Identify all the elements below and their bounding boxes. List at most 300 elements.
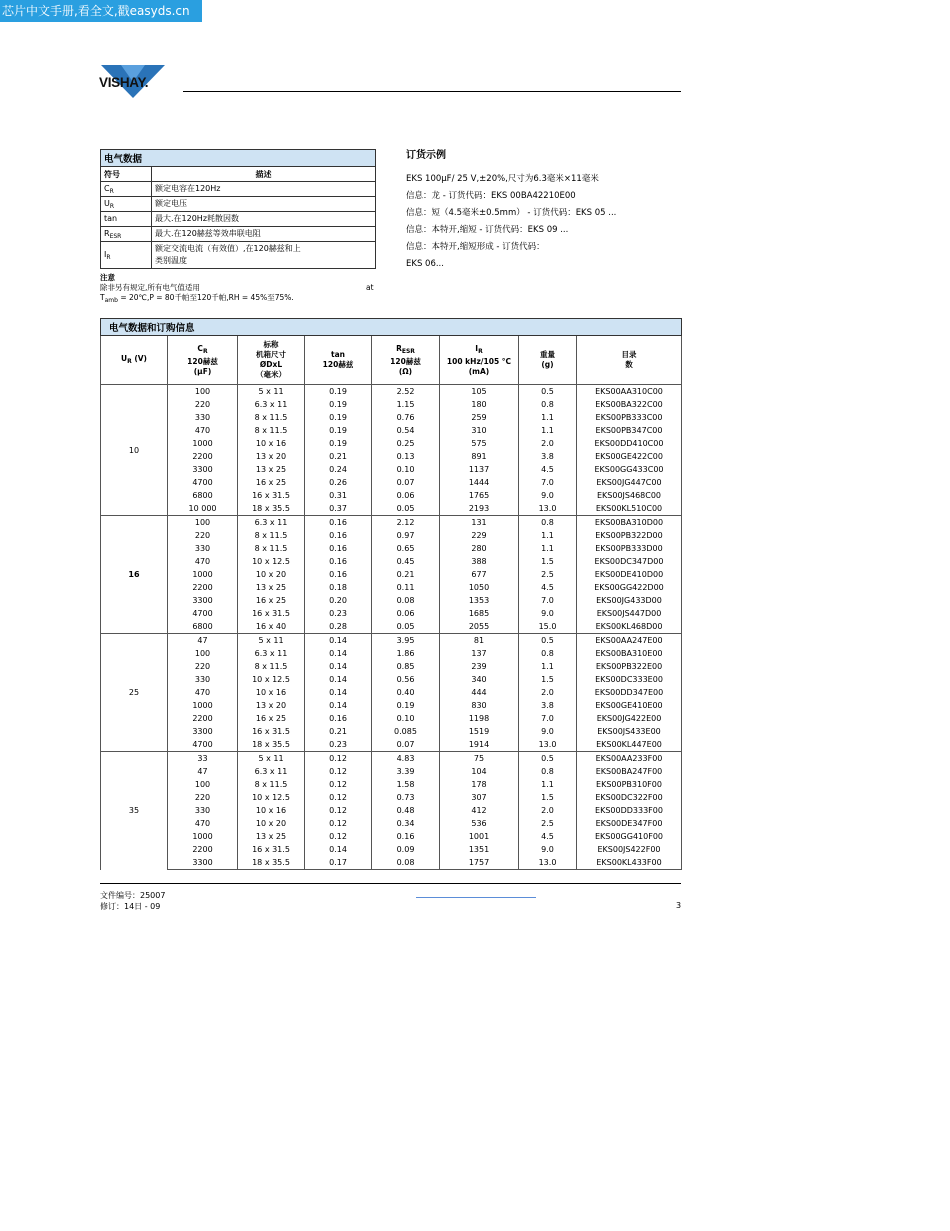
spec-description: 额定电容在120Hz xyxy=(152,182,376,197)
voltage-group-cell: 16 xyxy=(101,516,168,634)
catalog-number-cell: EKS00JS422F00 xyxy=(577,843,682,856)
table-row xyxy=(101,581,682,594)
catalog-number-cell: EKS00AA310C00 xyxy=(577,385,682,399)
cr-cell: 330 xyxy=(168,804,238,817)
ir-cell: 131 xyxy=(440,516,519,530)
weight-cell: 2.0 xyxy=(519,686,577,699)
tan-cell: 0.14 xyxy=(305,660,372,673)
cr-cell: 100 xyxy=(168,647,238,660)
cr-cell: 470 xyxy=(168,817,238,830)
catalog-number-cell: EKS00BA247F00 xyxy=(577,765,682,778)
ir-cell: 536 xyxy=(440,817,519,830)
ir-cell: 229 xyxy=(440,529,519,542)
esr-cell: 1.58 xyxy=(372,778,440,791)
esr-cell: 0.085 xyxy=(372,725,440,738)
case-size-cell: 16 x 40 xyxy=(238,620,305,634)
esr-cell: 0.65 xyxy=(372,542,440,555)
weight-cell: 2.5 xyxy=(519,568,577,581)
tan-cell: 0.19 xyxy=(305,398,372,411)
catalog-number-cell: EKS00PB347C00 xyxy=(577,424,682,437)
ir-cell: 1050 xyxy=(440,581,519,594)
tan-cell: 0.16 xyxy=(305,529,372,542)
case-size-cell: 6.3 x 11 xyxy=(238,765,305,778)
table-row xyxy=(101,594,682,607)
spec-table-title: 电气数据 xyxy=(101,150,376,167)
case-size-cell: 13 x 25 xyxy=(238,830,305,843)
esr-cell: 2.52 xyxy=(372,385,440,399)
tan-cell: 0.19 xyxy=(305,424,372,437)
table-row xyxy=(101,778,682,791)
ir-cell: 307 xyxy=(440,791,519,804)
esr-cell: 0.54 xyxy=(372,424,440,437)
catalog-number-cell: EKS00PB322E00 xyxy=(577,660,682,673)
weight-cell: 0.5 xyxy=(519,752,577,766)
footer xyxy=(100,890,165,912)
weight-cell: 7.0 xyxy=(519,476,577,489)
tan-cell: 0.12 xyxy=(305,752,372,766)
tan-cell: 0.16 xyxy=(305,712,372,725)
case-size-cell: 16 x 25 xyxy=(238,594,305,607)
esr-cell: 0.10 xyxy=(372,712,440,725)
tan-cell: 0.12 xyxy=(305,830,372,843)
weight-cell: 1.5 xyxy=(519,791,577,804)
ir-cell: 1351 xyxy=(440,843,519,856)
cr-cell: 2200 xyxy=(168,843,238,856)
tan-cell: 0.26 xyxy=(305,476,372,489)
case-size-cell: 10 x 20 xyxy=(238,817,305,830)
esr-cell: 0.34 xyxy=(372,817,440,830)
case-size-cell: 10 x 20 xyxy=(238,568,305,581)
esr-cell: 0.05 xyxy=(372,620,440,634)
esr-cell: 0.13 xyxy=(372,450,440,463)
cr-cell: 470 xyxy=(168,424,238,437)
esr-cell: 0.45 xyxy=(372,555,440,568)
tan-cell: 0.16 xyxy=(305,516,372,530)
case-size-cell: 8 x 11.5 xyxy=(238,778,305,791)
catalog-number-cell: EKS00BA322C00 xyxy=(577,398,682,411)
col-ir: $I_R$ 100 kHz/105 °C (mA) xyxy=(440,336,519,385)
case-size-cell: 6.3 x 11 xyxy=(238,398,305,411)
ir-cell: 1137 xyxy=(440,463,519,476)
table-row xyxy=(101,385,682,399)
table-row xyxy=(101,516,682,530)
cr-cell: 1000 xyxy=(168,437,238,450)
ir-cell: 310 xyxy=(440,424,519,437)
ir-cell: 830 xyxy=(440,699,519,712)
tan-cell: 0.23 xyxy=(305,738,372,752)
esr-cell: 0.40 xyxy=(372,686,440,699)
ir-cell: 104 xyxy=(440,765,519,778)
tan-cell: 0.14 xyxy=(305,843,372,856)
cr-cell: 1000 xyxy=(168,568,238,581)
cr-cell: 4700 xyxy=(168,607,238,620)
catalog-number-cell: EKS00DD410C00 xyxy=(577,437,682,450)
weight-cell: 13.0 xyxy=(519,738,577,752)
order-example xyxy=(406,146,686,275)
tan-cell: 0.37 xyxy=(305,502,372,516)
weight-cell: 1.1 xyxy=(519,411,577,424)
table-row xyxy=(101,607,682,620)
esr-cell: 0.08 xyxy=(372,594,440,607)
catalog-number-cell: EKS00PB333C00 xyxy=(577,411,682,424)
order-example-line: 信息：短（4.5毫米±0.5mm） - 订货代码：EKS 05 ... xyxy=(406,208,617,218)
catalog-number-cell: EKS00BA310E00 xyxy=(577,647,682,660)
spec-symbol: $I_R$ xyxy=(101,242,152,269)
case-size-cell: 10 x 12.5 xyxy=(238,673,305,686)
col-catalog-number: 目录 数 xyxy=(577,336,682,385)
tan-cell: 0.16 xyxy=(305,568,372,581)
esr-cell: 0.07 xyxy=(372,738,440,752)
case-size-cell: 8 x 11.5 xyxy=(238,424,305,437)
tan-cell: 0.23 xyxy=(305,607,372,620)
weight-cell: 9.0 xyxy=(519,725,577,738)
table-row xyxy=(101,699,682,712)
catalog-number-cell: EKS00KL433F00 xyxy=(577,856,682,870)
ir-cell: 1519 xyxy=(440,725,519,738)
table-row xyxy=(101,450,682,463)
table-row xyxy=(101,542,682,555)
catalog-number-cell: EKS00JS433E00 xyxy=(577,725,682,738)
case-size-cell: 13 x 25 xyxy=(238,581,305,594)
catalog-number-cell: EKS00GE410E00 xyxy=(577,699,682,712)
table-row xyxy=(101,804,682,817)
cr-cell: 6800 xyxy=(168,489,238,502)
case-size-cell: 5 x 11 xyxy=(238,385,305,399)
catalog-number-cell: EKS00PB322D00 xyxy=(577,529,682,542)
table-row xyxy=(101,765,682,778)
weight-cell: 9.0 xyxy=(519,843,577,856)
table-row xyxy=(101,568,682,581)
tan-cell: 0.14 xyxy=(305,699,372,712)
table-row xyxy=(101,529,682,542)
weight-cell: 13.0 xyxy=(519,856,577,870)
ir-cell: 259 xyxy=(440,411,519,424)
spec-description: 最大.在120Hz耗散因数 xyxy=(152,212,376,227)
esr-cell: 0.85 xyxy=(372,660,440,673)
tan-cell: 0.14 xyxy=(305,647,372,660)
notes-at: at xyxy=(366,283,374,292)
esr-cell: 0.97 xyxy=(372,529,440,542)
tan-cell: 0.28 xyxy=(305,620,372,634)
ir-cell: 180 xyxy=(440,398,519,411)
spec-description: 最大.在120赫兹等效串联电阻 xyxy=(152,227,376,242)
weight-cell: 4.5 xyxy=(519,581,577,594)
catalog-number-cell: EKS00AA233F00 xyxy=(577,752,682,766)
esr-cell: 4.83 xyxy=(372,752,440,766)
table-row xyxy=(101,752,682,766)
case-size-cell: 6.3 x 11 xyxy=(238,516,305,530)
ir-cell: 280 xyxy=(440,542,519,555)
weight-cell: 13.0 xyxy=(519,502,577,516)
footer-rule xyxy=(100,883,681,884)
table-row xyxy=(101,620,682,634)
spec-description: 额定电压 xyxy=(152,197,376,212)
ir-cell: 1198 xyxy=(440,712,519,725)
ir-cell: 1444 xyxy=(440,476,519,489)
spec-col-desc: 描述 xyxy=(152,167,376,182)
cr-cell: 3300 xyxy=(168,594,238,607)
case-size-cell: 8 x 11.5 xyxy=(238,660,305,673)
ir-cell: 105 xyxy=(440,385,519,399)
tan-cell: 0.16 xyxy=(305,542,372,555)
spec-row xyxy=(101,182,376,197)
vishay-logo-text: VISHAY. xyxy=(99,75,149,90)
catalog-number-cell: EKS00DE410D00 xyxy=(577,568,682,581)
table-row xyxy=(101,725,682,738)
cr-cell: 100 xyxy=(168,778,238,791)
weight-cell: 1.1 xyxy=(519,778,577,791)
ir-cell: 340 xyxy=(440,673,519,686)
cr-cell: 3300 xyxy=(168,463,238,476)
notes-line2: $T_{amb}$ = 20℃,P = 80千帕至120千帕,RH = 45%至75%. xyxy=(100,293,294,304)
esr-cell: 0.16 xyxy=(372,830,440,843)
ir-cell: 2193 xyxy=(440,502,519,516)
ir-cell: 891 xyxy=(440,450,519,463)
esr-cell: 0.05 xyxy=(372,502,440,516)
table-row xyxy=(101,398,682,411)
case-size-cell: 13 x 20 xyxy=(238,450,305,463)
weight-cell: 1.1 xyxy=(519,424,577,437)
catalog-number-cell: EKS00KL510C00 xyxy=(577,502,682,516)
table-row xyxy=(101,502,682,516)
cr-cell: 2200 xyxy=(168,581,238,594)
weight-cell: 0.5 xyxy=(519,385,577,399)
weight-cell: 4.5 xyxy=(519,830,577,843)
weight-cell: 1.1 xyxy=(519,542,577,555)
case-size-cell: 16 x 31.5 xyxy=(238,725,305,738)
weight-cell: 1.5 xyxy=(519,673,577,686)
ir-cell: 575 xyxy=(440,437,519,450)
tan-cell: 0.17 xyxy=(305,856,372,870)
tan-cell: 0.19 xyxy=(305,411,372,424)
esr-cell: 0.21 xyxy=(372,568,440,581)
catalog-number-cell: EKS00KL468D00 xyxy=(577,620,682,634)
cr-cell: 10 000 xyxy=(168,502,238,516)
case-size-cell: 10 x 16 xyxy=(238,804,305,817)
esr-cell: 0.06 xyxy=(372,489,440,502)
cr-cell: 1000 xyxy=(168,699,238,712)
weight-cell: 7.0 xyxy=(519,594,577,607)
cr-cell: 100 xyxy=(168,516,238,530)
weight-cell: 3.8 xyxy=(519,699,577,712)
catalog-number-cell: EKS00GG410F00 xyxy=(577,830,682,843)
catalog-number-cell: EKS00JS447D00 xyxy=(577,607,682,620)
catalog-number-cell: EKS00GE422C00 xyxy=(577,450,682,463)
tan-cell: 0.19 xyxy=(305,437,372,450)
esr-cell: 0.06 xyxy=(372,607,440,620)
voltage-group-cell: 10 xyxy=(101,385,168,516)
cr-cell: 3300 xyxy=(168,856,238,870)
notes-title: 注意 xyxy=(100,273,115,282)
table-row xyxy=(101,830,682,843)
cr-cell: 2200 xyxy=(168,450,238,463)
esr-cell: 0.73 xyxy=(372,791,440,804)
case-size-cell: 18 x 35.5 xyxy=(238,738,305,752)
tan-cell: 0.31 xyxy=(305,489,372,502)
case-size-cell: 18 x 35.5 xyxy=(238,856,305,870)
tan-cell: 0.12 xyxy=(305,765,372,778)
weight-cell: 0.8 xyxy=(519,516,577,530)
ir-cell: 137 xyxy=(440,647,519,660)
ir-cell: 677 xyxy=(440,568,519,581)
ordering-info-table xyxy=(100,318,682,870)
weight-cell: 0.8 xyxy=(519,398,577,411)
spec-row xyxy=(101,242,376,269)
esr-cell: 0.11 xyxy=(372,581,440,594)
table-row xyxy=(101,738,682,752)
cr-cell: 1000 xyxy=(168,830,238,843)
spec-col-symbol: 符号 xyxy=(101,167,152,182)
cr-cell: 330 xyxy=(168,411,238,424)
col-esr: $R_{ESR}$ 120赫兹 (Ω) xyxy=(372,336,440,385)
ir-cell: 1765 xyxy=(440,489,519,502)
catalog-number-cell: EKS00PB333D00 xyxy=(577,542,682,555)
case-size-cell: 8 x 11.5 xyxy=(238,542,305,555)
tan-cell: 0.24 xyxy=(305,463,372,476)
table-row xyxy=(101,555,682,568)
catalog-number-cell: EKS00GG422D00 xyxy=(577,581,682,594)
case-size-cell: 18 x 35.5 xyxy=(238,502,305,516)
catalog-number-cell: EKS00JS468C00 xyxy=(577,489,682,502)
order-example-line: 信息：本特开,缩短 - 订货代码：EKS 09 ... xyxy=(406,225,569,235)
table-row xyxy=(101,647,682,660)
case-size-cell: 10 x 12.5 xyxy=(238,791,305,804)
esr-cell: 2.12 xyxy=(372,516,440,530)
cr-cell: 47 xyxy=(168,765,238,778)
esr-cell: 0.76 xyxy=(372,411,440,424)
case-size-cell: 16 x 25 xyxy=(238,476,305,489)
catalog-number-cell: EKS00DD333F00 xyxy=(577,804,682,817)
case-size-cell: 6.3 x 11 xyxy=(238,647,305,660)
notes-line1: 除非另有规定,所有电气值适用 xyxy=(100,283,200,292)
catalog-number-cell: EKS00AA247E00 xyxy=(577,634,682,648)
weight-cell: 15.0 xyxy=(519,620,577,634)
tan-cell: 0.14 xyxy=(305,686,372,699)
table-row xyxy=(101,424,682,437)
weight-cell: 2.0 xyxy=(519,437,577,450)
catalog-number-cell: EKS00JG422E00 xyxy=(577,712,682,725)
cr-cell: 2200 xyxy=(168,712,238,725)
tan-cell: 0.12 xyxy=(305,804,372,817)
header-rule xyxy=(183,91,681,92)
table-row xyxy=(101,463,682,476)
catalog-number-cell: EKS00DD347E00 xyxy=(577,686,682,699)
table-row xyxy=(101,411,682,424)
weight-cell: 2.5 xyxy=(519,817,577,830)
catalog-number-cell: EKS00DC322F00 xyxy=(577,791,682,804)
table-row xyxy=(101,437,682,450)
spec-row xyxy=(101,227,376,242)
spec-symbol: $R_{ESR}$ xyxy=(101,227,152,242)
spec-symbol: $U_R$ xyxy=(101,197,152,212)
table-row xyxy=(101,634,682,648)
electrical-data-table xyxy=(100,149,376,269)
order-example-title: 订货示例 xyxy=(406,150,446,161)
weight-cell: 2.0 xyxy=(519,804,577,817)
esr-cell: 0.08 xyxy=(372,856,440,870)
order-example-line: 信息：本特开,缩短形成 - 订货代码： xyxy=(406,242,545,252)
weight-cell: 1.1 xyxy=(519,529,577,542)
catalog-number-cell: EKS00DE347F00 xyxy=(577,817,682,830)
cr-cell: 220 xyxy=(168,660,238,673)
ir-cell: 444 xyxy=(440,686,519,699)
weight-cell: 0.5 xyxy=(519,634,577,648)
cr-cell: 330 xyxy=(168,673,238,686)
tan-cell: 0.14 xyxy=(305,673,372,686)
case-size-cell: 13 x 25 xyxy=(238,463,305,476)
tan-cell: 0.12 xyxy=(305,791,372,804)
case-size-cell: 16 x 31.5 xyxy=(238,607,305,620)
ir-cell: 239 xyxy=(440,660,519,673)
cr-cell: 47 xyxy=(168,634,238,648)
catalog-number-cell: EKS00KL447E00 xyxy=(577,738,682,752)
esr-cell: 1.86 xyxy=(372,647,440,660)
tan-cell: 0.21 xyxy=(305,450,372,463)
spec-symbol: $C_R$ xyxy=(101,182,152,197)
table-row xyxy=(101,856,682,870)
weight-cell: 7.0 xyxy=(519,712,577,725)
case-size-cell: 5 x 11 xyxy=(238,634,305,648)
weight-cell: 1.1 xyxy=(519,660,577,673)
weight-cell: 0.8 xyxy=(519,765,577,778)
cr-cell: 4700 xyxy=(168,738,238,752)
cr-cell: 6800 xyxy=(168,620,238,634)
table-row xyxy=(101,712,682,725)
table-row xyxy=(101,660,682,673)
site-banner[interactable]: 芯片中文手册,看全文,戳easyds.cn xyxy=(0,0,202,22)
tan-cell: 0.21 xyxy=(305,725,372,738)
table-row xyxy=(101,791,682,804)
document-number: 文件编号：25007 xyxy=(100,891,166,900)
tan-cell: 0.20 xyxy=(305,594,372,607)
vishay-logo xyxy=(99,64,167,108)
spec-symbol: tan xyxy=(101,212,152,227)
cr-cell: 470 xyxy=(168,555,238,568)
catalog-number-cell: EKS00BA310D00 xyxy=(577,516,682,530)
weight-cell: 3.8 xyxy=(519,450,577,463)
catalog-number-cell: EKS00DC347D00 xyxy=(577,555,682,568)
voltage-group-cell: 25 xyxy=(101,634,168,752)
tan-cell: 0.19 xyxy=(305,385,372,399)
esr-cell: 0.10 xyxy=(372,463,440,476)
case-size-cell: 16 x 31.5 xyxy=(238,489,305,502)
cr-cell: 33 xyxy=(168,752,238,766)
spec-row xyxy=(101,197,376,212)
col-cr: $C_R$ 120赫兹 (μF) xyxy=(168,336,238,385)
notes xyxy=(100,273,380,306)
esr-cell: 1.15 xyxy=(372,398,440,411)
table-row xyxy=(101,476,682,489)
ordering-table-title: 电气数据和订购信息 xyxy=(101,319,682,336)
esr-cell: 0.25 xyxy=(372,437,440,450)
ir-cell: 388 xyxy=(440,555,519,568)
esr-cell: 3.39 xyxy=(372,765,440,778)
esr-cell: 3.95 xyxy=(372,634,440,648)
cr-cell: 220 xyxy=(168,398,238,411)
cr-cell: 330 xyxy=(168,542,238,555)
tan-cell: 0.18 xyxy=(305,581,372,594)
revision: 修订：14日 - 09 xyxy=(100,902,161,911)
ir-cell: 1685 xyxy=(440,607,519,620)
esr-cell: 0.19 xyxy=(372,699,440,712)
weight-cell: 9.0 xyxy=(519,607,577,620)
ir-cell: 2055 xyxy=(440,620,519,634)
table-row xyxy=(101,843,682,856)
footer-link[interactable] xyxy=(416,897,536,898)
tan-cell: 0.12 xyxy=(305,817,372,830)
tan-cell: 0.12 xyxy=(305,778,372,791)
ir-cell: 1001 xyxy=(440,830,519,843)
